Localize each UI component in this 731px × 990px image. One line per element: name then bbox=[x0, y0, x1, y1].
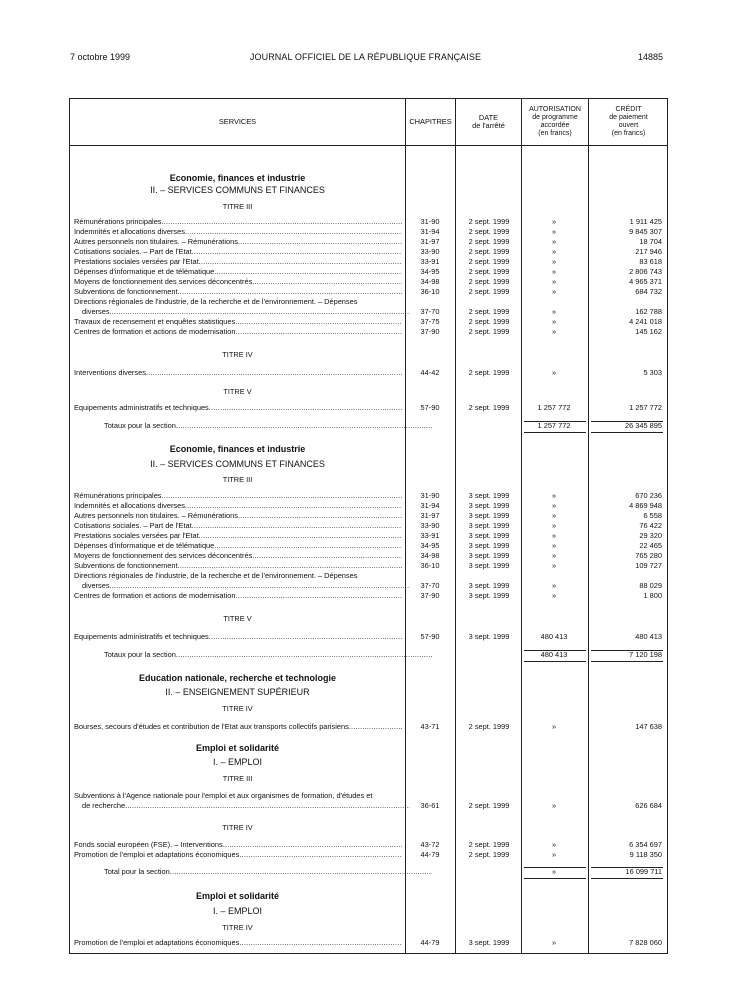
autorisation-cell: » bbox=[551, 867, 557, 876]
chapitre-cell: 44-42 bbox=[420, 368, 440, 377]
chapitre-cell: 37-90 bbox=[420, 327, 440, 336]
col-header-line: (en francs) bbox=[538, 130, 572, 137]
credit-cell: 1 800 bbox=[643, 591, 662, 600]
table-row bbox=[70, 938, 667, 948]
service-cell bbox=[74, 561, 402, 571]
chapitre-cell: 31-90 bbox=[420, 217, 440, 226]
leader-dots bbox=[223, 840, 402, 850]
autorisation-cell: » bbox=[551, 307, 557, 316]
chapitre-cell: 31-97 bbox=[420, 237, 440, 246]
service-cell bbox=[74, 521, 402, 531]
service-cell bbox=[74, 867, 432, 877]
titre-heading: TITRE IV bbox=[222, 823, 253, 832]
service-cell bbox=[74, 277, 402, 287]
autorisation-cell: » bbox=[551, 581, 557, 590]
table-row bbox=[70, 561, 667, 571]
autorisation-cell: 480 413 bbox=[540, 632, 568, 641]
leader-dots bbox=[146, 368, 402, 378]
autorisation-cell: » bbox=[551, 287, 557, 296]
autorisation-cell: » bbox=[551, 317, 557, 326]
date-cell: 2 sept. 1999 bbox=[468, 247, 510, 256]
table-row-text bbox=[70, 791, 667, 801]
credits-table bbox=[69, 98, 668, 954]
credit-cell: 18 704 bbox=[639, 237, 662, 246]
titre-heading: TITRE III bbox=[222, 202, 253, 211]
titre-heading: TITRE III bbox=[222, 475, 253, 484]
table-row bbox=[70, 267, 667, 277]
service-cell bbox=[74, 840, 402, 850]
date-cell: 3 sept. 1999 bbox=[468, 561, 510, 570]
date-cell: 3 sept. 1999 bbox=[468, 521, 510, 530]
leader-dots bbox=[110, 307, 410, 317]
section-subtitle: II. – ENSEIGNEMENT SUPÉRIEUR bbox=[165, 687, 310, 697]
chapitre-cell: 33-91 bbox=[420, 531, 440, 540]
credit-cell: 2 806 743 bbox=[629, 267, 662, 276]
service-cell bbox=[74, 421, 432, 431]
credit-cell: 6 558 bbox=[643, 511, 662, 520]
total-rule bbox=[524, 867, 586, 879]
credit-cell: 7 828 060 bbox=[629, 938, 662, 947]
date-cell: 2 sept. 1999 bbox=[468, 317, 510, 326]
date-cell: 2 sept. 1999 bbox=[468, 277, 510, 286]
leader-dots bbox=[125, 801, 410, 811]
chapitre-cell: 31-94 bbox=[420, 227, 440, 236]
service-label: diverses bbox=[82, 581, 110, 590]
total-rule bbox=[524, 421, 586, 433]
service-cell bbox=[74, 227, 402, 237]
chapitre-cell: 34-98 bbox=[420, 277, 440, 286]
leader-dots bbox=[235, 327, 402, 337]
service-label: diverses bbox=[82, 307, 110, 316]
chapitre-cell: 33-90 bbox=[420, 247, 440, 256]
autorisation-cell: » bbox=[551, 257, 557, 266]
credit-cell: 162 788 bbox=[635, 307, 662, 316]
leader-dots bbox=[238, 237, 402, 247]
leader-dots bbox=[192, 247, 402, 257]
service-label: Dépenses d'informatique et de télématique bbox=[74, 267, 215, 276]
date-cell: 2 sept. 1999 bbox=[468, 217, 510, 226]
col-header-line: de programme bbox=[532, 114, 578, 121]
chapitre-cell: 31-90 bbox=[420, 491, 440, 500]
leader-dots bbox=[185, 501, 402, 511]
service-label: Rémunérations principales bbox=[74, 491, 162, 500]
service-label: Subventions de fonctionnement bbox=[74, 561, 178, 570]
table-row bbox=[70, 317, 667, 327]
autorisation-cell: » bbox=[551, 551, 557, 560]
service-label: Promotion de l'emploi et adaptations économiques bbox=[74, 850, 240, 859]
autorisation-cell: » bbox=[551, 227, 557, 236]
autorisation-cell: » bbox=[551, 541, 557, 550]
service-cell bbox=[74, 850, 402, 860]
credit-cell: 7 120 198 bbox=[629, 650, 662, 659]
date-cell: 2 sept. 1999 bbox=[468, 287, 510, 296]
credit-cell: 1 911 425 bbox=[629, 217, 662, 226]
chapitre-cell: 43-71 bbox=[420, 722, 440, 731]
service-cell bbox=[74, 307, 410, 317]
service-cell bbox=[74, 722, 402, 732]
autorisation-cell: 480 413 bbox=[540, 650, 568, 659]
table-row bbox=[70, 501, 667, 511]
service-label: Moyens de fonctionnement des services déconcentrés bbox=[74, 551, 253, 560]
autorisation-cell: » bbox=[551, 247, 557, 256]
service-cell bbox=[74, 581, 410, 591]
titre-heading: TITRE III bbox=[222, 774, 253, 783]
service-cell bbox=[74, 267, 402, 277]
leader-dots bbox=[238, 511, 402, 521]
table-row bbox=[70, 491, 667, 501]
chapitre-cell: 37-70 bbox=[420, 307, 440, 316]
chapitre-cell: 34-95 bbox=[420, 267, 440, 276]
autorisation-cell: » bbox=[551, 938, 557, 947]
date-cell: 3 sept. 1999 bbox=[468, 491, 510, 500]
leader-dots bbox=[349, 722, 402, 732]
leader-dots bbox=[252, 277, 402, 287]
autorisation-cell: » bbox=[551, 217, 557, 226]
col-header-line: de paiement bbox=[609, 114, 648, 121]
service-label: Autres personnels non titulaires. – Rémunérations bbox=[74, 237, 238, 246]
chapitre-cell: 36-10 bbox=[420, 287, 440, 296]
leader-dots bbox=[214, 541, 402, 551]
leader-dots bbox=[176, 650, 432, 660]
section-subtitle: II. – SERVICES COMMUNS ET FINANCES bbox=[150, 459, 325, 469]
service-cell bbox=[74, 368, 402, 378]
credit-cell: 76 422 bbox=[639, 521, 662, 530]
service-cell bbox=[74, 327, 402, 337]
credit-cell: 626 684 bbox=[635, 801, 662, 810]
service-label: Cotisations sociales. – Part de l'Etat bbox=[74, 521, 192, 530]
chapitre-cell: 57-90 bbox=[420, 403, 440, 412]
leader-dots bbox=[199, 531, 402, 541]
section-subtitle: I. – EMPLOI bbox=[212, 906, 263, 916]
leader-dots bbox=[209, 632, 402, 642]
autorisation-cell: » bbox=[551, 237, 557, 246]
col-header-line: DATE bbox=[478, 113, 499, 122]
autorisation-cell: » bbox=[551, 521, 557, 530]
col-header-date bbox=[456, 99, 521, 145]
date-cell: 2 sept. 1999 bbox=[468, 307, 510, 316]
service-label: Centres de formation et actions de modernisation bbox=[74, 591, 236, 600]
service-cell bbox=[74, 257, 402, 267]
service-cell bbox=[74, 287, 402, 297]
date-cell: 2 sept. 1999 bbox=[468, 801, 510, 810]
titre-heading: TITRE IV bbox=[222, 350, 253, 359]
col-header-line: AUTORISATION bbox=[529, 106, 581, 113]
date-cell: 3 sept. 1999 bbox=[468, 632, 510, 641]
service-label: Equipements administratifs et techniques bbox=[74, 403, 209, 412]
credit-cell: 22 465 bbox=[639, 541, 662, 550]
table-row bbox=[70, 237, 667, 247]
autorisation-cell: » bbox=[551, 368, 557, 377]
credit-cell: 6 354 697 bbox=[629, 840, 662, 849]
service-cell bbox=[74, 801, 410, 811]
table-row bbox=[70, 257, 667, 267]
date-cell: 3 sept. 1999 bbox=[468, 581, 510, 590]
chapitre-cell: 43-72 bbox=[420, 840, 440, 849]
titre-heading: TITRE IV bbox=[222, 704, 253, 713]
date-cell: 2 sept. 1999 bbox=[468, 403, 510, 412]
header-date: 7 octobre 1999 bbox=[70, 52, 131, 62]
leader-dots bbox=[235, 317, 402, 327]
credit-cell: 145 162 bbox=[635, 327, 662, 336]
credit-cell: 16 099 711 bbox=[625, 867, 662, 876]
autorisation-cell: » bbox=[551, 850, 557, 859]
section-title: Emploi et solidarité bbox=[195, 743, 280, 753]
service-label: Autres personnels non titulaires. – Rémunérations bbox=[74, 511, 238, 520]
table-row bbox=[70, 541, 667, 551]
section-title: Economie, finances et industrie bbox=[169, 173, 306, 183]
leader-dots bbox=[110, 581, 410, 591]
service-label: Directions régionales de l'industrie, de la recherche et de l'environnement. – Dépenses bbox=[74, 571, 358, 580]
service-cell bbox=[74, 551, 402, 561]
section-subtitle: I. – EMPLOI bbox=[212, 757, 263, 767]
credit-cell: 480 413 bbox=[635, 632, 662, 641]
col-header-autorisation bbox=[522, 99, 588, 145]
date-cell: 2 sept. 1999 bbox=[468, 267, 510, 276]
col-header-line: CRÉDIT bbox=[615, 106, 642, 113]
autorisation-cell: » bbox=[551, 591, 557, 600]
titre-heading: TITRE IV bbox=[222, 923, 253, 932]
leader-dots bbox=[235, 591, 402, 601]
chapitre-cell: 34-95 bbox=[420, 541, 440, 550]
section-title: Economie, finances et industrie bbox=[169, 444, 306, 454]
col-header-line: de l'arrêté bbox=[472, 121, 505, 130]
credit-cell: 29 320 bbox=[639, 531, 662, 540]
service-label: Moyens de fonctionnement des services déconcentrés bbox=[74, 277, 253, 286]
service-cell bbox=[74, 938, 402, 948]
titre-heading: TITRE V bbox=[223, 387, 252, 396]
autorisation-cell: » bbox=[551, 491, 557, 500]
col-header-line: (en francs) bbox=[611, 130, 646, 137]
date-cell: 2 sept. 1999 bbox=[468, 840, 510, 849]
date-cell: 2 sept. 1999 bbox=[468, 327, 510, 336]
credit-cell: 4 241 018 bbox=[629, 317, 662, 326]
date-cell: 2 sept. 1999 bbox=[468, 850, 510, 859]
chapitre-cell: 36-61 bbox=[420, 801, 440, 810]
credit-cell: 88 029 bbox=[639, 581, 662, 590]
service-label: Bourses, secours d'études et contribution de l'Etat aux transports collectifs parisiens bbox=[74, 722, 349, 731]
leader-dots bbox=[178, 287, 402, 297]
service-cell bbox=[74, 317, 402, 327]
service-cell bbox=[74, 247, 402, 257]
service-label: Fonds social européen (FSE). – Interventions bbox=[74, 840, 223, 849]
service-cell bbox=[74, 217, 402, 227]
table-row bbox=[70, 277, 667, 287]
table-row bbox=[70, 227, 667, 237]
credit-cell: 147 638 bbox=[635, 722, 662, 731]
chapitre-cell: 44-79 bbox=[420, 938, 440, 947]
date-cell: 3 sept. 1999 bbox=[468, 531, 510, 540]
header-divider bbox=[70, 145, 667, 146]
table-row bbox=[70, 511, 667, 521]
table-row bbox=[70, 217, 667, 227]
section-subtitle: II. – SERVICES COMMUNS ET FINANCES bbox=[150, 185, 325, 195]
section-title: Emploi et solidarité bbox=[195, 891, 280, 901]
total-rule bbox=[591, 650, 663, 662]
credit-cell: 26 345 895 bbox=[625, 421, 662, 430]
table-row bbox=[70, 801, 667, 811]
table-row bbox=[70, 327, 667, 337]
service-label: Totaux pour la section bbox=[104, 650, 176, 659]
autorisation-cell: 1 257 772 bbox=[537, 403, 571, 412]
service-label: Total pour la section bbox=[104, 867, 170, 876]
credit-cell: 670 236 bbox=[635, 491, 662, 500]
table-row bbox=[70, 840, 667, 850]
table-row bbox=[70, 632, 667, 642]
leader-dots bbox=[176, 421, 432, 431]
date-cell: 3 sept. 1999 bbox=[468, 511, 510, 520]
date-cell: 3 sept. 1999 bbox=[468, 541, 510, 550]
chapitre-cell: 44-79 bbox=[420, 850, 440, 859]
autorisation-cell: » bbox=[551, 511, 557, 520]
date-cell: 3 sept. 1999 bbox=[468, 591, 510, 600]
chapitre-cell: 33-90 bbox=[420, 521, 440, 530]
chapitre-cell: 31-94 bbox=[420, 501, 440, 510]
leader-dots bbox=[170, 867, 432, 877]
table-row-text bbox=[70, 571, 667, 581]
leader-dots bbox=[239, 938, 402, 948]
service-label: Indemnités et allocations diverses bbox=[74, 501, 185, 510]
date-cell: 2 sept. 1999 bbox=[468, 722, 510, 731]
chapitre-cell: 37-90 bbox=[420, 591, 440, 600]
table-row bbox=[70, 368, 667, 378]
credit-cell: 5 303 bbox=[643, 368, 662, 377]
titre-heading: TITRE V bbox=[223, 614, 252, 623]
leader-dots bbox=[162, 491, 402, 501]
autorisation-cell: » bbox=[551, 561, 557, 570]
credit-cell: 4 965 371 bbox=[629, 277, 662, 286]
section-title: Education nationale, recherche et technologie bbox=[138, 673, 337, 683]
table-row bbox=[70, 247, 667, 257]
autorisation-cell: » bbox=[551, 801, 557, 810]
chapitre-cell: 33-91 bbox=[420, 257, 440, 266]
leader-dots bbox=[214, 267, 402, 277]
col-header-chapitres: CHAPITRES bbox=[409, 117, 452, 126]
journal-title: JOURNAL OFFICIEL DE LA RÉPUBLIQUE FRANÇAISE bbox=[249, 52, 482, 62]
table-row bbox=[70, 591, 667, 601]
credit-cell: 109 727 bbox=[635, 561, 662, 570]
leader-dots bbox=[185, 227, 402, 237]
autorisation-cell: » bbox=[551, 501, 557, 510]
col-header-line: ouvert bbox=[618, 122, 639, 129]
table-row bbox=[70, 307, 667, 317]
table-row bbox=[70, 850, 667, 860]
autorisation-cell: » bbox=[551, 277, 557, 286]
date-cell: 3 sept. 1999 bbox=[468, 551, 510, 560]
service-label: Subventions à l'Agence nationale pour l'emploi et aux organismes de formation, d'études et bbox=[74, 791, 373, 800]
leader-dots bbox=[199, 257, 402, 267]
leader-dots bbox=[209, 403, 402, 413]
leader-dots bbox=[252, 551, 402, 561]
page-number: 14885 bbox=[637, 52, 663, 62]
autorisation-cell: » bbox=[551, 531, 557, 540]
service-cell bbox=[74, 501, 402, 511]
service-label: Centres de formation et actions de modernisation bbox=[74, 327, 236, 336]
total-rule bbox=[591, 867, 663, 879]
credit-cell: 684 732 bbox=[635, 287, 662, 296]
col-header-credit bbox=[589, 99, 668, 145]
credit-cell: 217 946 bbox=[635, 247, 662, 256]
service-label: Prestations sociales versées par l'Etat bbox=[74, 531, 199, 540]
service-cell bbox=[74, 403, 402, 413]
chapitre-cell: 57-90 bbox=[420, 632, 440, 641]
autorisation-cell: » bbox=[551, 267, 557, 276]
leader-dots bbox=[239, 850, 402, 860]
table-row bbox=[70, 581, 667, 591]
date-cell: 2 sept. 1999 bbox=[468, 257, 510, 266]
service-label: de recherche bbox=[82, 801, 126, 810]
credit-cell: 9 845 307 bbox=[629, 227, 662, 236]
service-label: Equipements administratifs et techniques bbox=[74, 632, 209, 641]
leader-dots bbox=[178, 561, 402, 571]
chapitre-cell: 36-10 bbox=[420, 561, 440, 570]
service-cell bbox=[74, 541, 402, 551]
service-cell bbox=[74, 650, 432, 660]
autorisation-cell: » bbox=[551, 722, 557, 731]
chapitre-cell: 37-70 bbox=[420, 581, 440, 590]
service-label: Prestations sociales versées par l'Etat bbox=[74, 257, 199, 266]
table-row bbox=[70, 521, 667, 531]
chapitre-cell: 34-98 bbox=[420, 551, 440, 560]
col-header-line: accordée bbox=[540, 122, 570, 129]
autorisation-cell: » bbox=[551, 327, 557, 336]
chapitre-cell: 31-97 bbox=[420, 511, 440, 520]
credit-cell: 4 869 948 bbox=[629, 501, 662, 510]
chapitre-cell: 37-75 bbox=[420, 317, 440, 326]
table-row-text bbox=[70, 297, 667, 307]
credit-cell: 83 618 bbox=[639, 257, 662, 266]
service-cell bbox=[74, 511, 402, 521]
service-cell bbox=[74, 591, 402, 601]
credit-cell: 9 118 350 bbox=[629, 850, 662, 859]
service-label: Rémunérations principales bbox=[74, 217, 162, 226]
service-label: Promotion de l'emploi et adaptations économiques bbox=[74, 938, 240, 947]
date-cell: 2 sept. 1999 bbox=[468, 368, 510, 377]
service-label: Cotisations sociales. – Part de l'Etat bbox=[74, 247, 192, 256]
date-cell: 2 sept. 1999 bbox=[468, 227, 510, 236]
total-rule bbox=[524, 650, 586, 662]
date-cell: 2 sept. 1999 bbox=[468, 237, 510, 246]
service-cell bbox=[74, 531, 402, 541]
date-cell: 3 sept. 1999 bbox=[468, 938, 510, 947]
table-row bbox=[70, 722, 667, 732]
table-row bbox=[70, 531, 667, 541]
col-header-services: SERVICES bbox=[218, 117, 257, 126]
leader-dots bbox=[162, 217, 402, 227]
service-cell bbox=[74, 632, 402, 642]
total-rule bbox=[591, 421, 663, 433]
service-label: Interventions diverses bbox=[74, 368, 146, 377]
credit-cell: 1 257 772 bbox=[629, 403, 662, 412]
service-label: Subventions de fonctionnement bbox=[74, 287, 178, 296]
service-label: Dépenses d'informatique et de télématique bbox=[74, 541, 215, 550]
credit-cell: 765 280 bbox=[635, 551, 662, 560]
service-label: Totaux pour la section bbox=[104, 421, 176, 430]
autorisation-cell: 1 257 772 bbox=[537, 421, 571, 430]
table-row bbox=[70, 287, 667, 297]
table-row bbox=[70, 551, 667, 561]
table-row bbox=[70, 403, 667, 413]
date-cell: 3 sept. 1999 bbox=[468, 501, 510, 510]
leader-dots bbox=[192, 521, 402, 531]
service-label: Directions régionales de l'industrie, de la recherche et de l'environnement. – Dépenses bbox=[74, 297, 358, 306]
service-cell bbox=[74, 491, 402, 501]
service-label: Travaux de recensement et enquêtes statistiques bbox=[74, 317, 236, 326]
service-cell bbox=[74, 237, 402, 247]
autorisation-cell: » bbox=[551, 840, 557, 849]
service-label: Indemnités et allocations diverses bbox=[74, 227, 185, 236]
